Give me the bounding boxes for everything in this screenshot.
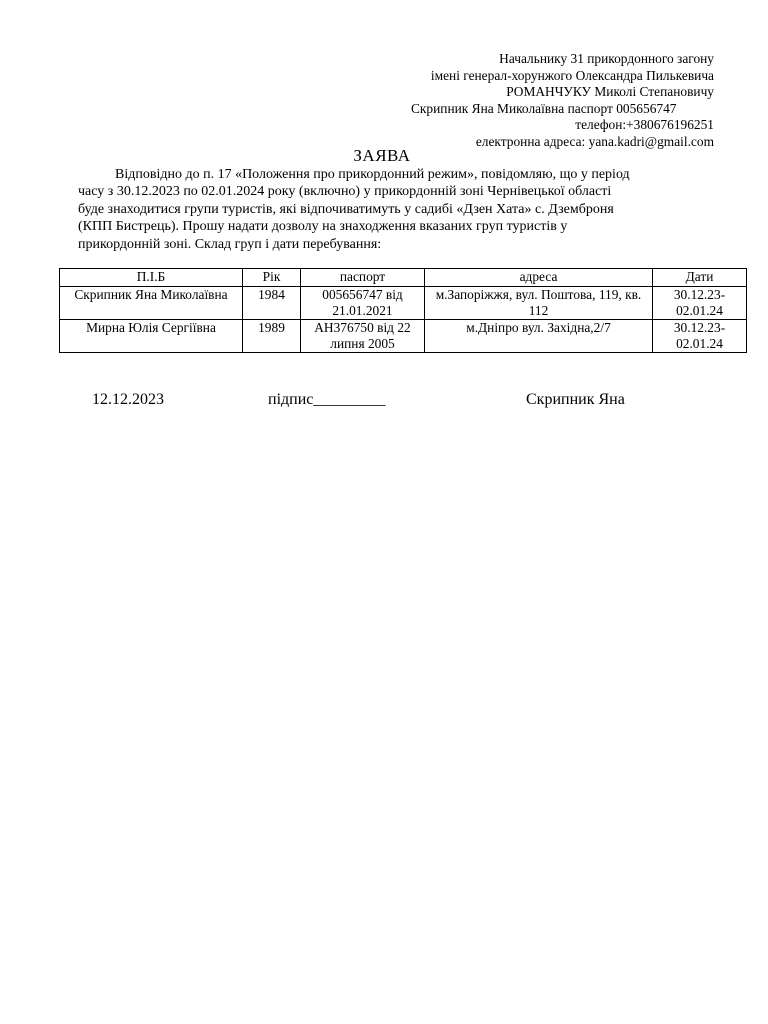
table-row	[60, 287, 747, 320]
cell-address: м.Запоріжжя, вул. Поштова, 119, кв. 112	[425, 287, 653, 320]
cell-year: 1984	[243, 287, 301, 320]
applicant-name: Скрипник Яна	[526, 391, 625, 408]
document-title-text: ЗАЯВА	[353, 146, 411, 165]
table-row	[60, 320, 747, 353]
header-passport: паспорт	[301, 269, 425, 287]
body-line-5: прикордонній зоні. Склад груп і дати перебування:	[78, 236, 382, 252]
body-line-3: буде знаходитися групи туристів, які відпочиватимуть у садибі «Дзен Хата» с. Дземброня	[78, 201, 614, 217]
addressee-line-2: імені генерал-хорунжого Олександра Пилькевича	[430, 67, 714, 83]
body-line-4: (КПП Бистрець). Прошу надати дозволу на знаходження вказаних груп туристів у	[78, 219, 568, 235]
body-line-2: часу з 30.12.2023 по 02.01.2024 року (включно) у прикордонній зоні Чернівецької області	[78, 184, 612, 200]
cell-passport: 005656747 від 21.01.2021	[301, 287, 425, 320]
table-header-row	[60, 269, 747, 287]
application-date: 12.12.2023	[92, 391, 164, 408]
applicant-line: Скрипник Яна Миколаївна паспорт 005656747	[411, 100, 677, 116]
signature-line: підпис_________	[268, 391, 386, 408]
addressee-block	[380, 51, 714, 151]
cell-name: Скрипник Яна Миколаївна	[60, 287, 243, 320]
cell-name: Мирна Юлія Сергіївна	[60, 320, 243, 353]
header-dates: Дати	[653, 269, 747, 287]
addressee-line-1: Начальнику 31 прикордонного загону	[499, 51, 714, 66]
email-line: електронна адреса: yana.kadri@gmail.com	[475, 133, 714, 149]
header-address: адреса	[425, 269, 653, 287]
cell-year: 1989	[243, 320, 301, 353]
body-line-1: Відповідно до п. 17 «Положення про прикордонний режим», повідомляю, що у період	[115, 167, 630, 182]
phone-line: телефон:+380676196251	[575, 117, 714, 133]
header-name: П.І.Б	[60, 269, 243, 287]
tourists-table	[59, 268, 747, 353]
document-title	[0, 146, 768, 166]
cell-passport: АН376750 від 22 липня 2005	[301, 320, 425, 353]
cell-dates: 30.12.23-02.01.24	[653, 287, 747, 320]
addressee-line-3: РОМАНЧУКУ Миколі Степановичу	[506, 84, 714, 100]
header-year: Рік	[243, 269, 301, 287]
application-body	[78, 166, 690, 253]
cell-address: м.Дніпро вул. Західна,2/7	[425, 320, 653, 353]
cell-dates: 30.12.23-02.01.24	[653, 320, 747, 353]
